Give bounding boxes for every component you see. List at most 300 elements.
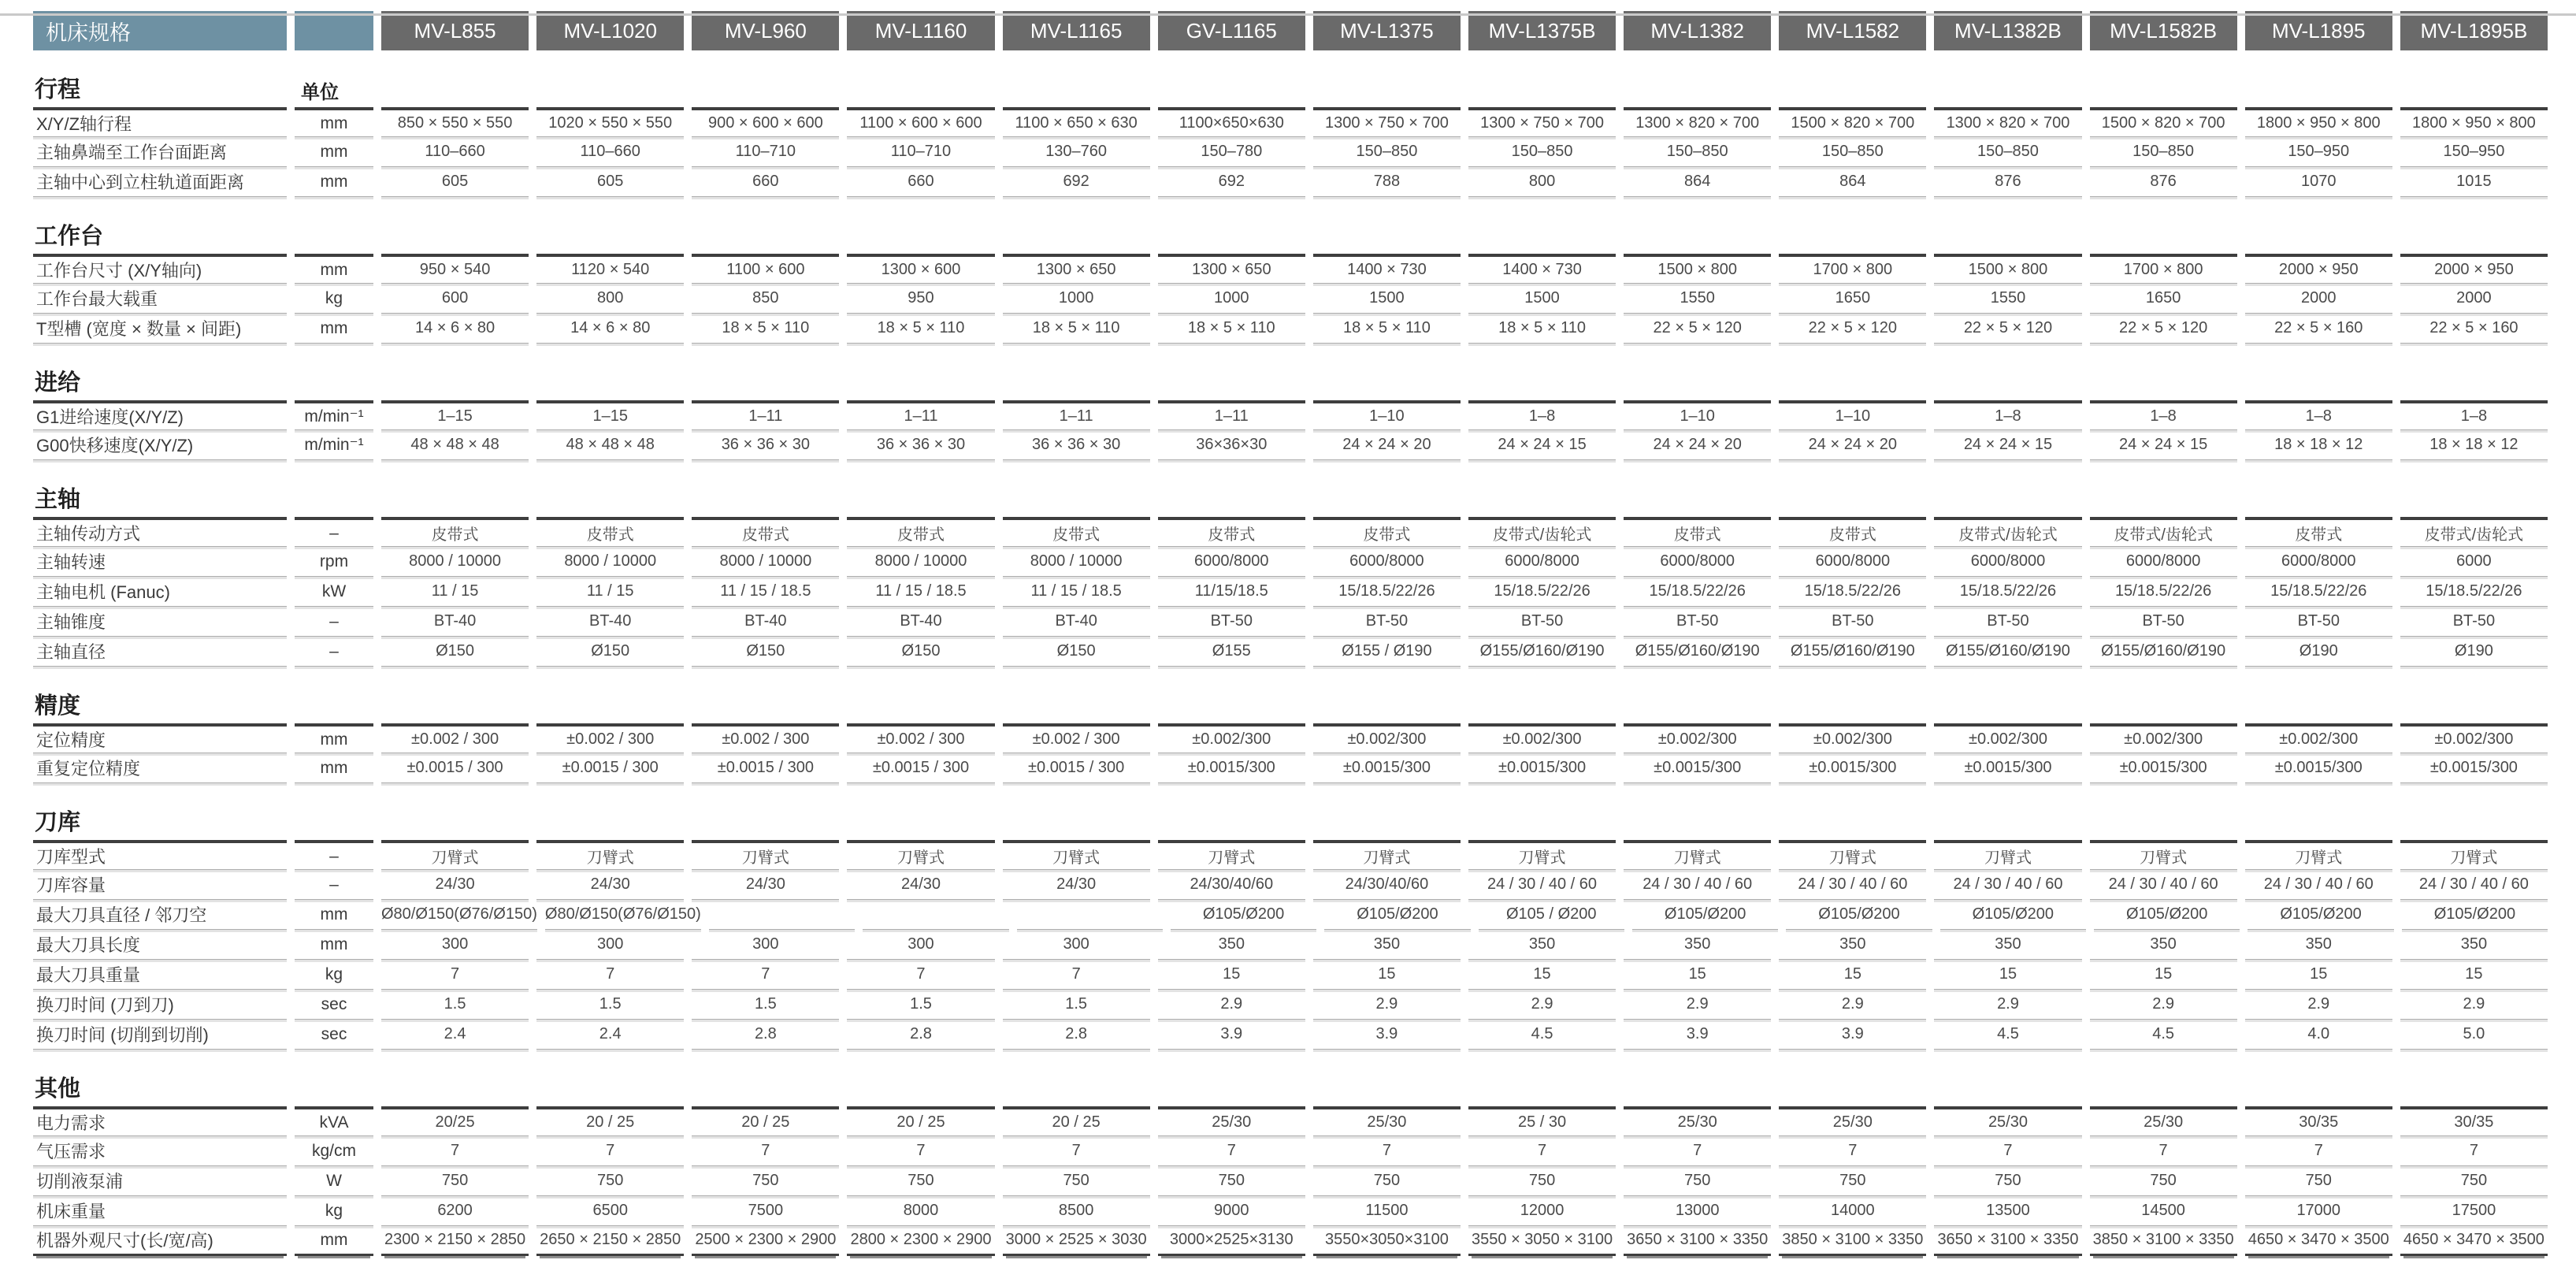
spec-cell: 18 × 5 × 110 [1313,314,1461,344]
spec-cell: 18 × 5 × 110 [692,314,839,344]
spec-cell: 17500 [2400,1196,2548,1226]
spec-cell: 15 [2400,960,2548,990]
spec-cell: 7 [1003,1136,1150,1166]
spec-cell: 800 [536,284,684,314]
spec-cell: 1.5 [1003,990,1150,1020]
table-row [33,753,2548,783]
spec-cell: 25/30 [1934,1106,2081,1136]
spec-cell: 17000 [2245,1196,2392,1226]
spec-cell: 2.4 [536,1020,684,1050]
spec-cell: 1120 × 540 [536,254,684,284]
unit-column-header: 单位 [301,82,339,103]
spec-cell: 2000 [2245,284,2392,314]
spec-cell: 3550 × 3050 × 3100 [1468,1226,1616,1256]
spec-cell: 6000/8000 [2245,547,2392,577]
model-header: MV-L1582 [1779,11,1926,50]
spec-cell: 7 [381,960,529,990]
spec-cell: 4650 × 3470 × 3500 [2400,1226,2548,1256]
table-row [33,960,2548,990]
spec-cell: BT-50 [1779,607,1926,637]
spec-cell: 20 / 25 [847,1106,994,1136]
spec-cell: Ø155 / Ø190 [1313,637,1461,667]
spec-cell: 18 × 5 × 110 [1158,314,1305,344]
spec-cell: 皮带式 [1313,517,1461,547]
table-row [33,107,2548,137]
row-unit: – [295,607,373,637]
spec-cell: 36 × 36 × 30 [692,430,839,460]
table-row [33,1166,2548,1196]
spec-title-cell: 机床规格 [33,11,287,50]
spec-cell: 36×36×30 [1158,430,1305,460]
spec-cell: 150–850 [1934,137,2081,167]
spec-cell: Ø105/Ø200 [2248,900,2393,930]
spec-cell: 150–850 [1468,137,1616,167]
spec-cell: 750 [1624,1166,1771,1196]
spec-cell: ±0.0015/300 [1313,753,1461,783]
spec-cell: Ø80/Ø150(Ø76/Ø150) [381,900,537,930]
spec-cell: 48 × 48 × 48 [536,430,684,460]
spec-cell: 1300 × 750 × 700 [1313,107,1461,137]
spec-cell: 24 / 30 / 40 / 60 [1779,870,1926,900]
spec-cell: 864 [1779,167,1926,197]
spec-cell: 350 [1468,930,1616,960]
spec-cell: 25/30 [1158,1106,1305,1136]
spec-cell: 3650 × 3100 × 3350 [1934,1226,2081,1256]
spec-cell: 7 [536,960,684,990]
spec-cell: Ø150 [536,637,684,667]
spec-cell: 14 × 6 × 80 [536,314,684,344]
spec-cell: 150–850 [1779,137,1926,167]
spec-cell: 7 [692,960,839,990]
spec-cell: 692 [1158,167,1305,197]
spec-cell: 1300 × 600 [847,254,994,284]
row-label: 切削液泵浦 [33,1166,287,1196]
row-label: 主轴传动方式 [33,517,287,547]
spec-cell: 1–8 [2245,400,2392,430]
table-row [33,1196,2548,1226]
row-unit: – [295,840,373,870]
row-unit: kg [295,960,373,990]
spec-cell: 2.9 [1468,990,1616,1020]
spec-cell: 750 [2090,1166,2237,1196]
spec-cell: 850 × 550 × 550 [381,107,529,137]
spec-cell: 20 / 25 [1003,1106,1150,1136]
model-header: MV-L1375 [1313,11,1461,50]
spec-cell: 皮带式 [1779,517,1926,547]
spec-cell: 20/25 [381,1106,529,1136]
table-row [33,400,2548,430]
spec-cell: 1550 [1624,284,1771,314]
spec-cell: 1500 [1468,284,1616,314]
row-unit: kg/cm [295,1136,373,1166]
spec-cell: 1700 × 800 [1779,254,1926,284]
table-row [33,254,2548,284]
spec-cell: 7 [847,960,994,990]
table-row [33,1136,2548,1166]
spec-cell: 1.5 [692,990,839,1020]
spec-cell: 692 [1003,167,1150,197]
spec-cell: 8000 [847,1196,994,1226]
row-label: 最大刀具直径 / 邻刀空 [33,900,287,930]
table-row [33,314,2548,344]
spec-cell: 3.9 [1624,1020,1771,1050]
spec-cell: 刀臂式 [2090,840,2237,870]
spec-cell: 25/30 [2090,1106,2237,1136]
spec-cell: 1300 × 820 × 700 [1624,107,1771,137]
spec-cell: 24 × 24 × 20 [1779,430,1926,460]
spec-cell: ±0.002/300 [1158,723,1305,753]
spec-cell: 350 [1624,930,1771,960]
spec-cell: 1800 × 950 × 800 [2245,107,2392,137]
row-unit: mm [295,167,373,197]
spec-cell: 2300 × 2150 × 2850 [381,1226,529,1256]
spec-cell: BT-50 [2400,607,2548,637]
section-title: 精度 [35,693,81,719]
spec-cell: 300 [381,930,529,960]
spec-cell: 750 [1779,1166,1926,1196]
spec-cell: 1015 [2400,167,2548,197]
section-title: 刀库 [35,810,81,835]
spec-cell: 皮带式 [1624,517,1771,547]
spec-cell: 750 [2400,1166,2548,1196]
row-label: 机床重量 [33,1196,287,1226]
spec-cell: BT-50 [1158,607,1305,637]
spec-cell: 7 [2090,1136,2237,1166]
spec-cell: 22 × 5 × 120 [2090,314,2237,344]
spec-cell: 3000 × 2525 × 3030 [1003,1226,1150,1256]
spec-cell: 20 / 25 [692,1106,839,1136]
row-label: 最大刀具长度 [33,930,287,960]
spec-cell: 刀臂式 [536,840,684,870]
row-label: 最大刀具重量 [33,960,287,990]
spec-cell [709,900,855,930]
spec-cell: Ø150 [847,637,994,667]
spec-cell: 24 / 30 / 40 / 60 [2400,870,2548,900]
table-row [33,990,2548,1020]
model-header: GV-L1165 [1158,11,1305,50]
spec-cell: 刀臂式 [2245,840,2392,870]
spec-cell [863,900,1008,930]
spec-cell: 24 / 30 / 40 / 60 [1468,870,1616,900]
spec-cell: 9000 [1158,1196,1305,1226]
spec-cell: 750 [536,1166,684,1196]
spec-cell: 18 × 18 × 12 [2400,430,2548,460]
spec-cell: 24 × 24 × 15 [1468,430,1616,460]
spec-cell: 15/18.5/22/26 [2400,577,2548,607]
spec-cell: 7 [1934,1136,2081,1166]
spec-cell: 1800 × 950 × 800 [2400,107,2548,137]
spec-cell: Ø105 / Ø200 [1479,900,1624,930]
spec-cell: 850 [692,284,839,314]
spec-cell: ±0.0015/300 [1779,753,1926,783]
spec-cell: BT-50 [1468,607,1616,637]
spec-cell: 24 / 30 / 40 / 60 [2245,870,2392,900]
spec-cell: 110–660 [381,137,529,167]
table-row [33,284,2548,314]
spec-cell: 13000 [1624,1196,1771,1226]
spec-cell: ±0.0015 / 300 [381,753,529,783]
spec-cell: BT-40 [692,607,839,637]
row-unit: sec [295,990,373,1020]
spec-cell: 350 [2400,930,2548,960]
spec-cell: 660 [692,167,839,197]
spec-cell: 18 × 5 × 110 [1468,314,1616,344]
spec-cell: 2000 × 950 [2400,254,2548,284]
row-label: 换刀时间 (刀到刀) [33,990,287,1020]
spec-cell: 8000 / 10000 [536,547,684,577]
row-unit: rpm [295,547,373,577]
spec-cell: 2000 [2400,284,2548,314]
spec-cell: 350 [2090,930,2237,960]
spec-cell: 24/30/40/60 [1158,870,1305,900]
spec-cell: 1–15 [536,400,684,430]
spec-cell: Ø150 [1003,637,1150,667]
row-unit: m/min⁻¹ [295,430,373,460]
spec-cell: 2.9 [2090,990,2237,1020]
spec-cell: ±0.002/300 [2400,723,2548,753]
spec-cell: 750 [1468,1166,1616,1196]
spec-cell: ±0.002 / 300 [381,723,529,753]
spec-cell: 876 [1934,167,2081,197]
spec-cell: ±0.0015 / 300 [692,753,839,783]
spec-cell: 1070 [2245,167,2392,197]
spec-cell: BT-50 [1313,607,1461,637]
spec-cell: 24/30 [536,870,684,900]
spec-cell: 15 [1158,960,1305,990]
row-unit: mm [295,723,373,753]
spec-sheet-page [0,11,2576,1271]
spec-cell: 刀臂式 [2400,840,2548,870]
spec-cell: ±0.0015 / 300 [1003,753,1150,783]
spec-cell: 2000 × 950 [2245,254,2392,284]
spec-cell: 11 / 15 [381,577,529,607]
spec-cell: 3000×2525×3130 [1158,1226,1305,1256]
spec-cell: 1100 × 600 [692,254,839,284]
spec-cell: 876 [2090,167,2237,197]
spec-cell: 1.5 [847,990,994,1020]
spec-cell: 1700 × 800 [2090,254,2237,284]
row-unit: mm [295,930,373,960]
spec-cell: 36 × 36 × 30 [847,430,994,460]
table-row [33,637,2548,667]
row-unit: mm [295,1226,373,1256]
row-label: 主轴鼻端至工作台面距离 [33,137,287,167]
spec-cell: 864 [1624,167,1771,197]
spec-cell: Ø105/Ø200 [2402,900,2548,930]
spec-cell: 2.9 [2245,990,2392,1020]
spec-cell: 800 [1468,167,1616,197]
spec-cell: 3.9 [1779,1020,1926,1050]
section-title-row [33,687,2548,723]
spec-cell: BT-50 [1624,607,1771,637]
spec-cell: 1–10 [1624,400,1771,430]
spec-cell: 30/35 [2245,1106,2392,1136]
row-unit: mm [295,753,373,783]
model-header: MV-L1382 [1624,11,1771,50]
spec-cell: 150–850 [1313,137,1461,167]
spec-cell: BT-40 [536,607,684,637]
spec-cell: 3550×3050×3100 [1313,1226,1461,1256]
spec-cell: 1500 [1313,284,1461,314]
spec-cell: 6000/8000 [1468,547,1616,577]
model-header: MV-L960 [692,11,839,50]
spec-cell: 7 [1003,960,1150,990]
spec-table [33,71,2548,1256]
table-header-row [33,11,2548,50]
spec-cell: 4650 × 3470 × 3500 [2245,1226,2392,1256]
spec-cell: 350 [2245,930,2392,960]
spec-cell: ±0.002/300 [2090,723,2237,753]
row-label: 主轴直径 [33,637,287,667]
spec-cell: 48 × 48 × 48 [381,430,529,460]
section-title-row [33,804,2548,840]
spec-cell: 25/30 [1624,1106,1771,1136]
model-header: MV-L1165 [1003,11,1150,50]
row-unit: mm [295,900,373,930]
spec-cell: 1650 [2090,284,2237,314]
table-row [33,1226,2548,1256]
spec-cell: Ø105/Ø200 [1324,900,1470,930]
spec-cell: 1300 × 750 × 700 [1468,107,1616,137]
spec-cell: 1–8 [2400,400,2548,430]
spec-cell: 11 / 15 [536,577,684,607]
spec-cell: 15/18.5/22/26 [1468,577,1616,607]
row-unit: mm [295,314,373,344]
table-row [33,577,2548,607]
spec-cell: Ø155/Ø160/Ø190 [1468,637,1616,667]
row-label: 定位精度 [33,723,287,753]
spec-cell: ±0.002/300 [1468,723,1616,753]
spec-cell: ±0.0015/300 [2400,753,2548,783]
table-row [33,1106,2548,1136]
row-unit: mm [295,137,373,167]
section-title-row [33,481,2548,517]
spec-cell: 15/18.5/22/26 [1313,577,1461,607]
spec-cell: 1–11 [692,400,839,430]
spec-cell: 2.8 [692,1020,839,1050]
spec-cell: 110–710 [847,137,994,167]
section-title-row [33,71,2548,107]
spec-cell: 24/30 [1003,870,1150,900]
spec-cell: ±0.002/300 [1313,723,1461,753]
spec-cell: Ø105/Ø200 [1786,900,1932,930]
spec-cell: 11 / 15 / 18.5 [692,577,839,607]
spec-cell: 刀臂式 [1779,840,1926,870]
spec-cell: 7 [1313,1136,1461,1166]
spec-cell: 15/18.5/22/26 [1934,577,2081,607]
spec-cell: 2.9 [1624,990,1771,1020]
spec-cell: ±0.002/300 [1624,723,1771,753]
spec-cell: ±0.0015/300 [1624,753,1771,783]
spec-cell: 1.5 [536,990,684,1020]
spec-cell: 18 × 5 × 110 [847,314,994,344]
spec-cell: 11 / 15 / 18.5 [1003,577,1150,607]
spec-cell: Ø155/Ø160/Ø190 [1779,637,1926,667]
spec-cell: 1.5 [381,990,529,1020]
spec-cell: 皮带式 [381,517,529,547]
spec-cell: 950 [847,284,994,314]
spec-cell: Ø155/Ø160/Ø190 [1934,637,2081,667]
spec-cell: ±0.0015/300 [1468,753,1616,783]
spec-cell: 6000/8000 [2090,547,2237,577]
spec-cell: 11500 [1313,1196,1461,1226]
spec-cell: 6000/8000 [1624,547,1771,577]
spec-cell: ±0.002 / 300 [847,723,994,753]
section-title: 进给 [35,370,81,396]
spec-cell: 7 [847,1136,994,1166]
spec-cell: 1100×650×630 [1158,107,1305,137]
row-label: 气压需求 [33,1136,287,1166]
spec-cell: ±0.0015/300 [1158,753,1305,783]
spec-cell: 3850 × 3100 × 3350 [1779,1226,1926,1256]
spec-cell: 3.9 [1158,1020,1305,1050]
model-header: MV-L1895 [2245,11,2392,50]
spec-cell: 15 [2090,960,2237,990]
row-label: X/Y/Z轴行程 [33,107,287,137]
spec-cell: ±0.002 / 300 [1003,723,1150,753]
spec-cell: 8000 / 10000 [692,547,839,577]
spec-cell: 24 / 30 / 40 / 60 [2090,870,2237,900]
spec-cell: 15/18.5/22/26 [2090,577,2237,607]
spec-cell: 24/30/40/60 [1313,870,1461,900]
spec-cell: 8000 / 10000 [1003,547,1150,577]
spec-cell: Ø105/Ø200 [1940,900,2086,930]
spec-cell: ±0.002/300 [2245,723,2392,753]
row-label: 电力需求 [33,1106,287,1136]
table-row [33,930,2548,960]
spec-cell [1017,900,1163,930]
spec-cell: 7 [536,1136,684,1166]
spec-cell: 7 [2400,1136,2548,1166]
section-title: 工作台 [35,224,104,249]
spec-cell: 1300 × 650 [1003,254,1150,284]
row-label: 主轴中心到立柱轨道面距离 [33,167,287,197]
table-row [33,1020,2548,1050]
spec-cell: Ø105/Ø200 [2094,900,2240,930]
spec-cell: ±0.0015/300 [1934,753,2081,783]
spec-cell: 1–11 [1158,400,1305,430]
row-unit: – [295,517,373,547]
spec-cell: BT-40 [381,607,529,637]
row-label: G00快移速度(X/Y/Z) [33,430,287,460]
row-unit: m/min⁻¹ [295,400,373,430]
spec-cell: 6000 [2400,547,2548,577]
top-rule [0,13,2576,16]
section-title: 主轴 [35,487,81,512]
row-unit: kg [295,1196,373,1226]
spec-cell: 11/15/18.5 [1158,577,1305,607]
spec-cell: 150–850 [2090,137,2237,167]
spec-cell: 18 × 18 × 12 [2245,430,2392,460]
table-row [33,607,2548,637]
spec-cell: 2.9 [2400,990,2548,1020]
spec-cell: 300 [1003,930,1150,960]
spec-cell: 11 / 15 / 18.5 [847,577,994,607]
spec-cell: 22 × 5 × 160 [2245,314,2392,344]
spec-cell: 1000 [1003,284,1150,314]
spec-cell: 22 × 5 × 120 [1624,314,1771,344]
spec-cell: 2.9 [1313,990,1461,1020]
spec-cell: 8500 [1003,1196,1150,1226]
spec-cell: 25/30 [1779,1106,1926,1136]
spec-cell: 皮带式 [2245,517,2392,547]
spec-cell: 15 [1468,960,1616,990]
spec-cell: ±0.002/300 [1934,723,2081,753]
section-title-row [33,217,2548,254]
spec-cell: Ø105/Ø200 [1632,900,1778,930]
spec-cell: 皮带式 [1158,517,1305,547]
spec-cell: 24/30 [847,870,994,900]
